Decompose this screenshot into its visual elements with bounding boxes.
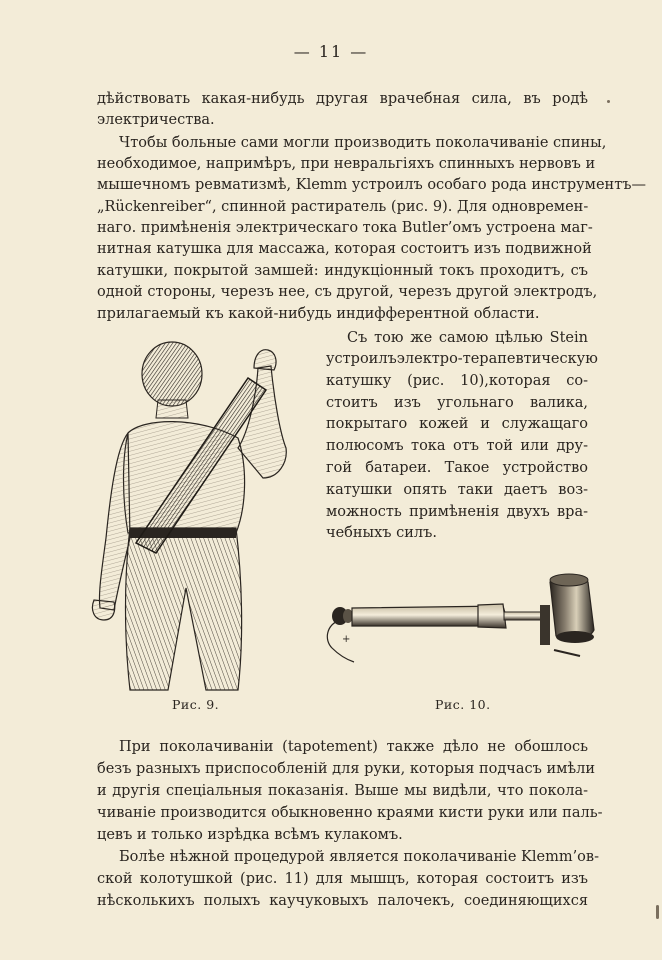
- paper-speck: [656, 905, 659, 919]
- figure-9-caption: Рис. 9.: [172, 697, 220, 712]
- paper-speck: [607, 100, 610, 103]
- text-line: катушки, покрытой замшей: индукціонный токъ проходитъ, съ: [97, 263, 588, 279]
- side-text-line: можность примѣненія двухъ вра-: [326, 504, 588, 520]
- text-line: цевъ и только изрѣдка всѣмъ кулакомъ.: [97, 827, 403, 843]
- text-line: „Rückenreiber“, спинной растиратель (рис. 9). Для одновремен-: [97, 199, 589, 215]
- side-text-line: стоитъ изъ угольнаго валика,: [326, 395, 588, 411]
- text-line: При поколачиваніи (tapotement) также дѣло не обошлось: [119, 739, 588, 755]
- text-line: ской колотушкой (рис. 11) для мышцъ, которая состоитъ изъ: [97, 871, 588, 887]
- side-text-line: чебныхъ силъ.: [326, 525, 437, 541]
- text-line: прилагаемый къ какой-нибудь индифферентной области.: [97, 306, 540, 322]
- side-text-line: гой батареи. Такое устройство: [326, 460, 588, 476]
- text-line: мышечномъ ревматизмѣ, Klemm устроилъ особаго рода инструментъ—: [97, 177, 646, 193]
- page-number: — 11 —: [293, 42, 369, 61]
- text-line: электричества.: [97, 112, 215, 128]
- text-line: необходимое, напримѣръ, при невральгіяхъ спинныхъ нервовъ и: [97, 156, 596, 172]
- text-line: и другія спеціальныя показанія. Выше мы видѣли, что покола-: [97, 783, 588, 799]
- side-text-line: Съ тою же самою цѣлью Stein: [347, 330, 588, 346]
- text-line: чиваніе производится обыкновенно краями кисти руки или паль-: [97, 805, 603, 821]
- side-text-line: катушку (рис. 10),которая со-: [326, 373, 588, 389]
- text-line: нѣсколькихъ полыхъ каучуковыхъ палочекъ, соединяющихся: [97, 893, 588, 909]
- side-text-line: устроилъэлектро-терапевтическую: [326, 351, 598, 367]
- side-text-line: полюсомъ тока отъ той или дру-: [326, 438, 588, 454]
- text-line: нитная катушка для массажа, которая состоитъ изъ подвижной: [97, 241, 592, 257]
- side-text-line: катушки опять таки даетъ воз-: [326, 482, 588, 498]
- text-line: безъ разныхъ приспособленій для руки, которыя подчасъ имѣли: [97, 761, 596, 777]
- text-line: Болѣе нѣжной процедурой является поколачиваніе Klemm’ов-: [119, 849, 599, 865]
- figure-10-illustration: [318, 570, 608, 665]
- svg-text:+: +: [342, 634, 351, 645]
- side-text-line: покрытаго кожей и служащаго: [326, 416, 588, 432]
- figure-10-caption: Рис. 10.: [435, 697, 491, 712]
- text-line: одной стороны, черезъ нее, съ другой, черезъ другой электродъ,: [97, 284, 598, 300]
- text-line: наго. примѣненія электрическаго тока Butler’омъ устроена маг-: [97, 220, 593, 236]
- text-line: Чтобы больные сами могли производить поколачиваніе спины,: [119, 135, 607, 151]
- figure-9-illustration: [88, 338, 303, 693]
- text-line: дѣйствовать какая-нибудь другая врачебная сила, въ родѣ: [97, 91, 588, 107]
